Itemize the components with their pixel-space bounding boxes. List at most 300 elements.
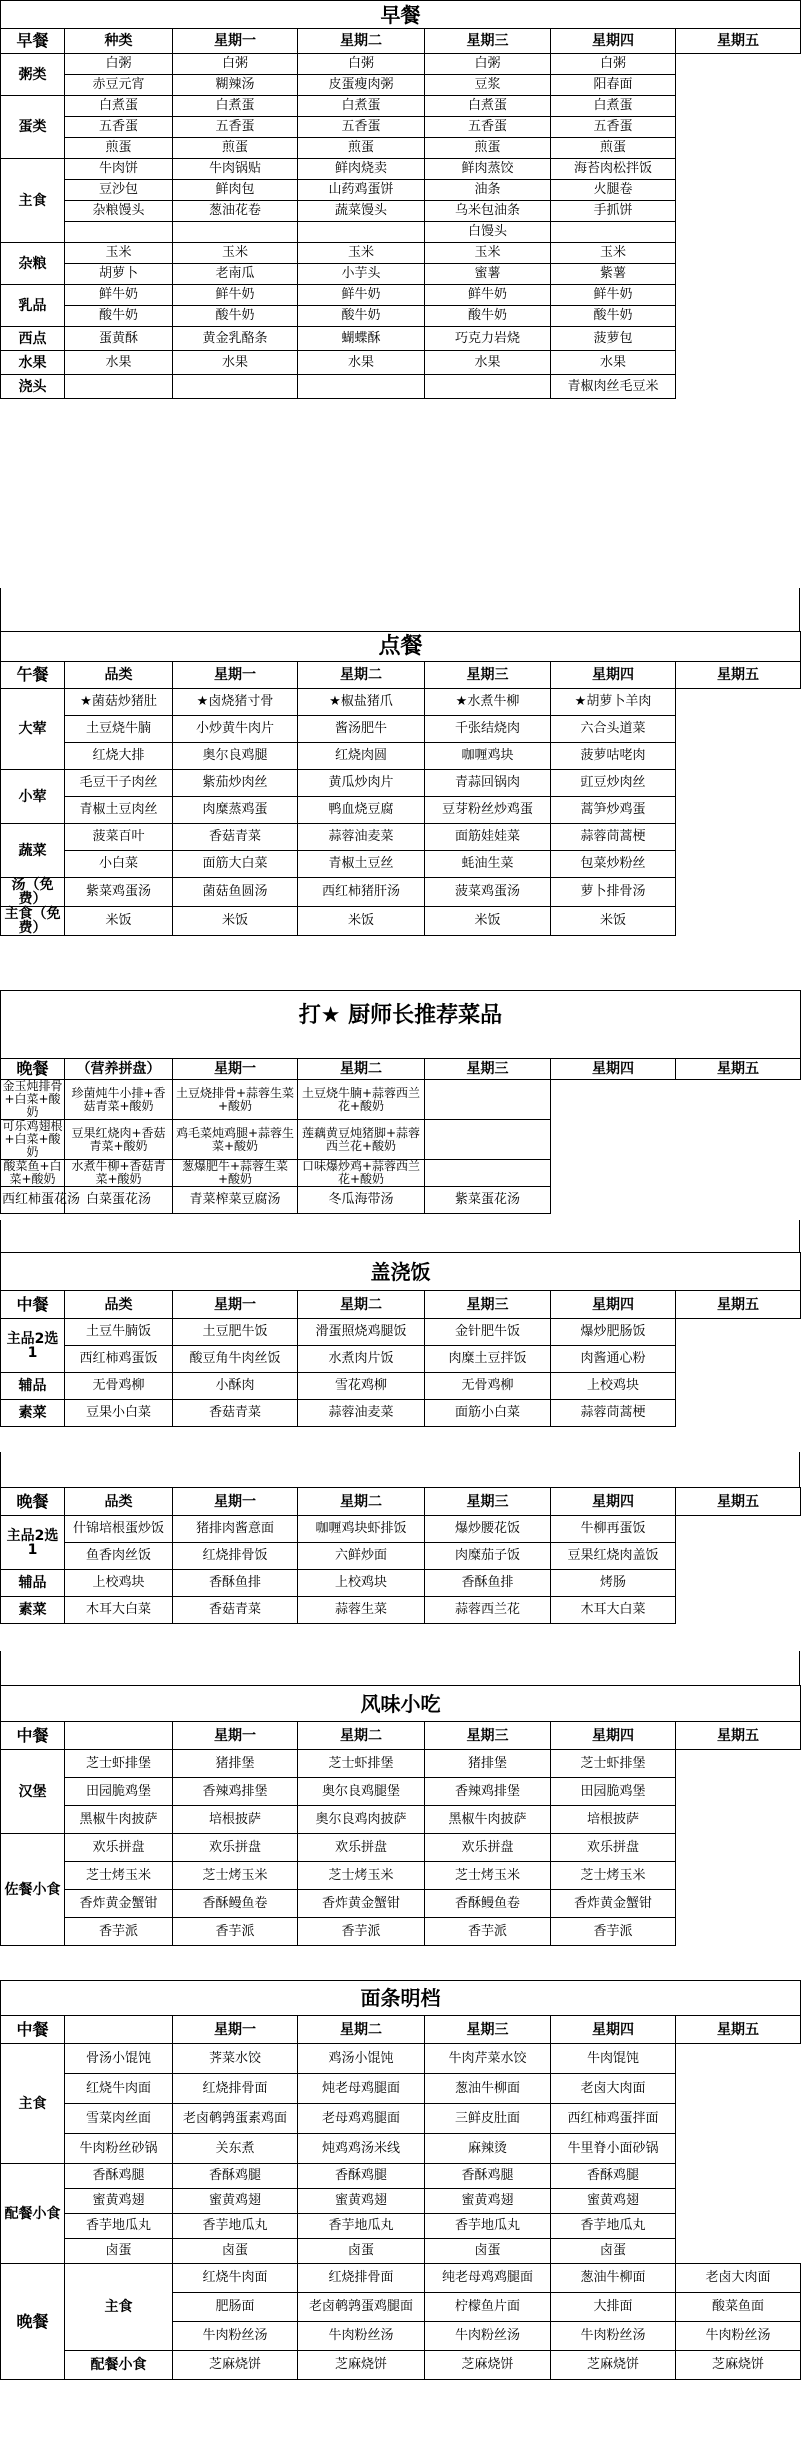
menu-item: 鲜牛奶 xyxy=(298,285,425,306)
menu-item: 五香蛋 xyxy=(425,117,551,138)
menu-item: 香芋派 xyxy=(425,1918,551,1946)
menu-item: 蔬菜馒头 xyxy=(298,201,425,222)
menu-item: 阳春面 xyxy=(551,75,676,96)
category-label: 主食 xyxy=(65,2264,173,2351)
type-header xyxy=(65,1722,173,1750)
menu-item: 煎蛋 xyxy=(551,138,676,159)
menu-item: 煎蛋 xyxy=(425,138,551,159)
menu-item: 鲜牛奶 xyxy=(425,285,551,306)
menu-item: 米饭 xyxy=(298,907,425,936)
menu-item: 香酥鳗鱼卷 xyxy=(173,1890,298,1918)
table-row xyxy=(1,1516,801,1543)
menu-item: 水果 xyxy=(425,351,551,375)
menu-item: 香炸黄金蟹钳 xyxy=(65,1890,173,1918)
menu-item: 白粥 xyxy=(65,54,173,75)
menu-item: 米饭 xyxy=(65,907,173,936)
menu-item: 牛里脊小面砂锅 xyxy=(551,2134,676,2164)
menu-item: 米饭 xyxy=(551,907,676,936)
table-row xyxy=(1,770,801,797)
menu-item: 莲藕黄豆炖猪脚+蒜蓉西兰花+酸奶 xyxy=(298,1120,425,1160)
menu-item: 糊辣汤 xyxy=(173,75,298,96)
breakfast-meal-label: 早餐 xyxy=(1,29,65,54)
menu-item: 面筋小白菜 xyxy=(425,1400,551,1427)
menu-item: 毛豆干子肉丝 xyxy=(65,770,173,797)
table-row xyxy=(1,117,801,138)
day-header: 星期二 xyxy=(298,1291,425,1319)
menu-item: 金玉炖排骨+白菜+酸奶 xyxy=(2,1079,63,1119)
table-row xyxy=(1,285,801,306)
menu-item: 红烧肉圆 xyxy=(298,743,425,770)
menu-item: 香酥鸡腿 xyxy=(298,2164,425,2189)
menu-item: 蒜蓉西兰花 xyxy=(425,1597,551,1624)
menu-item: 玉米 xyxy=(551,243,676,264)
menu-item: 荠菜水饺 xyxy=(173,2044,298,2074)
menu-item xyxy=(65,375,173,399)
gaifan-dinner-rows xyxy=(1,1516,801,1624)
menu-item: 香炸黄金蟹钳 xyxy=(298,1890,425,1918)
category-label: 西点 xyxy=(1,327,65,351)
menu-item: 海苔肉松拌饭 xyxy=(551,159,676,180)
snack-title: 风味小吃 xyxy=(1,1686,801,1722)
menu-item: 红烧牛肉面 xyxy=(173,2264,298,2293)
table-row xyxy=(1,1570,801,1597)
menu-item: 山药鸡蛋饼 xyxy=(298,180,425,201)
menu-item: 牛肉饼 xyxy=(65,159,173,180)
menu-item: 骨汤小馄饨 xyxy=(65,2044,173,2074)
menu-item: 白馒头 xyxy=(425,222,551,243)
menu-item: 豇豆炒肉丝 xyxy=(551,770,676,797)
menu-item: 芝士烤玉米 xyxy=(65,1862,173,1890)
menu-item: 包菜炒粉丝 xyxy=(551,851,676,878)
menu-item: 珍菌炖牛小排+香菇青菜+酸奶 xyxy=(65,1080,173,1120)
noodle-table xyxy=(0,1980,801,2380)
table-row xyxy=(1,2351,801,2380)
menu-item: 冬瓜海带汤 xyxy=(298,1187,425,1214)
menu-item: 香辣鸡排堡 xyxy=(425,1778,551,1806)
gaifan-lunch-section xyxy=(0,1252,800,1427)
menu-item: 菌菇鱼圆汤 xyxy=(173,878,298,907)
menu-item: 酸牛奶 xyxy=(551,306,676,327)
table-row xyxy=(1,1120,801,1160)
menu-item: ★菌菇炒猪肚 xyxy=(65,689,173,716)
menu-item: 酸菜鱼面 xyxy=(676,2293,801,2322)
day-header: 星期二 xyxy=(298,1059,425,1080)
menu-item: 牛柳再蛋饭 xyxy=(551,1516,676,1543)
menu-item: 无骨鸡柳 xyxy=(65,1373,173,1400)
menu-item: 牛肉芹菜水饺 xyxy=(425,2044,551,2074)
menu-item: 田园脆鸡堡 xyxy=(551,1778,676,1806)
table-row xyxy=(1,1080,801,1120)
day-header: 星期五 xyxy=(676,1059,801,1080)
menu-item: 麻辣烫 xyxy=(425,2134,551,2164)
spacer-row xyxy=(1,1041,801,1059)
menu-item: 大排面 xyxy=(551,2293,676,2322)
menu-item: 香酥鳗鱼卷 xyxy=(425,1890,551,1918)
menu-item: 煎蛋 xyxy=(298,138,425,159)
menu-item: 芝士虾排堡 xyxy=(298,1750,425,1778)
gaifan-lunch-meal-label: 中餐 xyxy=(1,1291,65,1319)
category-label: 主食 xyxy=(1,159,65,243)
day-header: 星期四 xyxy=(551,1722,676,1750)
menu-item: 芝士烤玉米 xyxy=(425,1862,551,1890)
menu-item: 香芋派 xyxy=(551,1918,676,1946)
table-row xyxy=(1,1750,801,1778)
table-row xyxy=(1,1918,801,1946)
chef-category: （营养拼盘） xyxy=(65,1059,173,1080)
menu-item: 黑椒牛肉披萨 xyxy=(425,1806,551,1834)
lunch-meal-label: 午餐 xyxy=(1,662,65,689)
menu-item xyxy=(425,1160,551,1187)
menu-item: 肉糜蒸鸡蛋 xyxy=(173,797,298,824)
table-row xyxy=(1,824,801,851)
menu-item: 猪排堡 xyxy=(425,1750,551,1778)
menu-item: 白粥 xyxy=(298,54,425,75)
menu-item: 水果 xyxy=(298,351,425,375)
menu-item: 芝麻烧饼 xyxy=(551,2351,676,2380)
menu-item: 鸡毛菜炖鸡腿+蒜蓉生菜+酸奶 xyxy=(173,1120,298,1160)
table-row xyxy=(1,1597,801,1624)
menu-item: 五香蛋 xyxy=(173,117,298,138)
day-header: 星期二 xyxy=(298,1488,425,1516)
menu-item: 豆芽粉丝炒鸡蛋 xyxy=(425,797,551,824)
menu-item: 肉酱通心粉 xyxy=(551,1346,676,1373)
menu-item: 土豆牛腩饭 xyxy=(65,1319,173,1346)
chef-section xyxy=(0,990,800,1214)
menu-item: 爆炒腰花饭 xyxy=(425,1516,551,1543)
menu-item: 水煮肉片饭 xyxy=(298,1346,425,1373)
table-row xyxy=(1,1373,801,1400)
table-row xyxy=(1,2164,801,2189)
day-header: 星期三 xyxy=(425,1722,551,1750)
menu-item: 乌米包油条 xyxy=(425,201,551,222)
category-label: 杂粮 xyxy=(1,243,65,285)
menu-item: 水煮牛柳+香菇青菜+酸奶 xyxy=(65,1160,173,1187)
day-header: 星期二 xyxy=(298,1722,425,1750)
menu-item: 水果 xyxy=(65,351,173,375)
menu-item: 肉糜茄子饭 xyxy=(425,1543,551,1570)
day-header: 星期四 xyxy=(551,1488,676,1516)
menu-item: 金针肥牛饭 xyxy=(425,1319,551,1346)
table-row xyxy=(1,1862,801,1890)
menu-item: 蜜黄鸡翅 xyxy=(65,2189,173,2214)
category-label: 乳品 xyxy=(1,285,65,327)
menu-item: 奥尔良鸡腿堡 xyxy=(298,1778,425,1806)
menu-item: 卤蛋 xyxy=(173,2239,298,2264)
menu-item: 土豆烧牛腩+蒜蓉西兰花+酸奶 xyxy=(298,1080,425,1120)
day-header: 星期三 xyxy=(425,2016,551,2044)
menu-item: 柠檬鱼片面 xyxy=(425,2293,551,2322)
type-header: 种类 xyxy=(65,29,173,54)
menu-item: 牛肉锅贴 xyxy=(173,159,298,180)
menu-item: 白粥 xyxy=(173,54,298,75)
menu-item: 上校鸡块 xyxy=(298,1570,425,1597)
menu-item xyxy=(298,375,425,399)
table-row xyxy=(1,1834,801,1862)
menu-item: 香酥鸡腿 xyxy=(425,2164,551,2189)
menu-item: 六合头道菜 xyxy=(551,716,676,743)
day-header: 星期三 xyxy=(425,1059,551,1080)
breakfast-table xyxy=(0,0,801,399)
gaifan-dinner-section xyxy=(0,1487,800,1624)
menu-item: 鲜肉蒸饺 xyxy=(425,159,551,180)
menu-item xyxy=(425,1120,551,1160)
table-row xyxy=(1,1187,801,1214)
menu-item: 玉米 xyxy=(425,243,551,264)
menu-item: 煎蛋 xyxy=(65,138,173,159)
table-row xyxy=(1,2134,801,2164)
menu-item: 蜜黄鸡翅 xyxy=(298,2189,425,2214)
menu-item: 关东煮 xyxy=(173,2134,298,2164)
table-row xyxy=(1,689,801,716)
table-row xyxy=(1,2074,801,2104)
order-section xyxy=(0,631,800,936)
menu-item: 老卤鹌鹑蛋素鸡面 xyxy=(173,2104,298,2134)
snack-table xyxy=(0,1685,801,1946)
category-label: 汉堡 xyxy=(1,1750,65,1834)
chef-rows xyxy=(1,1080,801,1214)
menu-item: 面筋娃娃菜 xyxy=(425,824,551,851)
menu-item: 紫菜鸡蛋汤 xyxy=(65,878,173,907)
menu-item: 老南瓜 xyxy=(173,264,298,285)
menu-item: 芝麻烧饼 xyxy=(425,2351,551,2380)
category-label: 水果 xyxy=(1,351,65,375)
day-header: 星期三 xyxy=(425,1291,551,1319)
day-header: 星期四 xyxy=(551,1059,676,1080)
snack-section xyxy=(0,1685,800,1946)
menu-item: 蒜蓉油麦菜 xyxy=(298,824,425,851)
menu-item: 香芋地瓜丸 xyxy=(551,2214,676,2239)
table-row xyxy=(1,351,801,375)
menu-item: 雪菜肉丝面 xyxy=(65,2104,173,2134)
menu-item: 酸豆角牛肉丝饭 xyxy=(173,1346,298,1373)
menu-item: 鲜牛奶 xyxy=(551,285,676,306)
menu-item: 香芋派 xyxy=(298,1918,425,1946)
type-header xyxy=(65,2016,173,2044)
menu-item: 豆浆 xyxy=(425,75,551,96)
menu-item: 豆果红烧肉盖饭 xyxy=(551,1543,676,1570)
menu-item: 米饭 xyxy=(173,907,298,936)
menu-item xyxy=(425,375,551,399)
breakfast-section xyxy=(0,0,800,399)
table-row xyxy=(1,264,801,285)
type-header: 品类 xyxy=(65,1488,173,1516)
menu-item: 培根披萨 xyxy=(173,1806,298,1834)
menu-item: 白粥 xyxy=(551,54,676,75)
menu-item: 黄金乳酪条 xyxy=(173,327,298,351)
menu-item: 香酥鱼排 xyxy=(173,1570,298,1597)
menu-item: 葱油花卷 xyxy=(173,201,298,222)
day-header: 星期二 xyxy=(298,2016,425,2044)
menu-item: 西红柿猪肝汤 xyxy=(298,878,425,907)
menu-item: 紫菜蛋花汤 xyxy=(425,1187,551,1214)
table-row xyxy=(1,797,801,824)
menu-item: 菠萝包 xyxy=(551,327,676,351)
menu-item: 田园脆鸡堡 xyxy=(65,1778,173,1806)
table-row xyxy=(1,716,801,743)
category-label: 粥类 xyxy=(1,54,65,96)
table-row xyxy=(1,243,801,264)
category-label: 素菜 xyxy=(1,1400,65,1427)
table-row xyxy=(1,2044,801,2074)
menu-item: 香芋地瓜丸 xyxy=(425,2214,551,2239)
menu-item: 香菇青菜 xyxy=(173,1400,298,1427)
menu-item: 紫茄炒肉丝 xyxy=(173,770,298,797)
menu-item: 雪花鸡柳 xyxy=(298,1373,425,1400)
menu-item xyxy=(425,1080,551,1120)
menu-item: 葱爆肥牛+蒜蓉生菜+酸奶 xyxy=(173,1160,298,1187)
table-row xyxy=(1,851,801,878)
section-gap xyxy=(0,1651,800,1685)
menu-item: 白煮蛋 xyxy=(551,96,676,117)
menu-item: 菠萝咕咾肉 xyxy=(551,743,676,770)
order-title: 点餐 xyxy=(1,632,801,662)
menu-item: 蒜蓉茼蒿梗 xyxy=(551,824,676,851)
menu-item: ★水煮牛柳 xyxy=(425,689,551,716)
menu-item: 纯老母鸡鸡腿面 xyxy=(425,2264,551,2293)
menu-item: 欢乐拼盘 xyxy=(65,1834,173,1862)
table-row xyxy=(1,1160,801,1187)
menu-item: 白煮蛋 xyxy=(425,96,551,117)
gaifan-lunch-table xyxy=(0,1252,801,1427)
menu-item: 芝士烤玉米 xyxy=(551,1862,676,1890)
menu-item: ★椒盐猪爪 xyxy=(298,689,425,716)
menu-item: 白菜蛋花汤 xyxy=(65,1187,173,1214)
table-row xyxy=(1,306,801,327)
menu-item: 香芋地瓜丸 xyxy=(298,2214,425,2239)
table-row xyxy=(1,1778,801,1806)
menu-item: 卤蛋 xyxy=(298,2239,425,2264)
menu-item: 香辣鸡排堡 xyxy=(173,1778,298,1806)
menu-item: 五香蛋 xyxy=(298,117,425,138)
category-label: 主食 xyxy=(1,2044,65,2164)
menu-item: 老卤大肉面 xyxy=(676,2264,801,2293)
menu-item: 紫薯 xyxy=(551,264,676,285)
menu-item: 手抓饼 xyxy=(551,201,676,222)
menu-item: 酸菜鱼+白菜+酸奶 xyxy=(1,1160,65,1187)
category-label: 浇头 xyxy=(1,375,65,399)
menu-item: 五香蛋 xyxy=(551,117,676,138)
menu-item: 白煮蛋 xyxy=(65,96,173,117)
menu-item: 玉米 xyxy=(65,243,173,264)
menu-item: 牛肉馄饨 xyxy=(551,2044,676,2074)
menu-item: 香菇青菜 xyxy=(173,1597,298,1624)
menu-item: 白煮蛋 xyxy=(173,96,298,117)
menu-item: 上校鸡块 xyxy=(551,1373,676,1400)
table-row xyxy=(1,327,801,351)
menu-item: 酸牛奶 xyxy=(425,306,551,327)
menu-item: 青椒土豆肉丝 xyxy=(65,797,173,824)
menu-item xyxy=(298,222,425,243)
day-header: 星期五 xyxy=(676,1488,801,1516)
category-label: 大荤 xyxy=(1,689,65,770)
menu-item: 鲜牛奶 xyxy=(173,285,298,306)
menu-item: 蜜黄鸡翅 xyxy=(551,2189,676,2214)
menu-item: 青菜榨菜豆腐汤 xyxy=(173,1187,298,1214)
menu-item: 芝麻烧饼 xyxy=(173,2351,298,2380)
menu-item: 什锦培根蛋炒饭 xyxy=(65,1516,173,1543)
menu-item: 爆炒肥肠饭 xyxy=(551,1319,676,1346)
menu-item: 杂粮馒头 xyxy=(65,201,173,222)
category-label: 配餐小食 xyxy=(65,2351,173,2380)
day-header: 星期四 xyxy=(551,1291,676,1319)
menu-item: 酸牛奶 xyxy=(65,306,173,327)
day-header: 星期四 xyxy=(551,662,676,689)
menu-item: 牛肉粉丝汤 xyxy=(298,2322,425,2351)
day-header: 星期一 xyxy=(173,1488,298,1516)
menu-item: 小酥肉 xyxy=(173,1373,298,1400)
menu-item: 卤蛋 xyxy=(551,2239,676,2264)
menu-item: 蒿笋炒鸡蛋 xyxy=(551,797,676,824)
menu-item: 卤蛋 xyxy=(65,2239,173,2264)
table-row xyxy=(1,138,801,159)
table-row xyxy=(1,159,801,180)
snack-rows xyxy=(1,1750,801,1946)
menu-item: 红烧牛肉面 xyxy=(65,2074,173,2104)
category-label: 汤（免费） xyxy=(1,878,65,907)
menu-item: 猪排堡 xyxy=(173,1750,298,1778)
day-header: 星期五 xyxy=(676,1291,801,1319)
menu-item: 芝麻烧饼 xyxy=(676,2351,801,2380)
menu-item: 玉米 xyxy=(298,243,425,264)
day-header: 星期一 xyxy=(173,29,298,54)
menu-item: ★胡萝卜羊肉 xyxy=(551,689,676,716)
menu-item: 香芋地瓜丸 xyxy=(65,2214,173,2239)
order-rows xyxy=(1,689,801,936)
menu-item: 鲜肉包 xyxy=(173,180,298,201)
menu-item: 欢乐拼盘 xyxy=(425,1834,551,1862)
table-row xyxy=(1,1400,801,1427)
menu-item: 奥尔良鸡腿 xyxy=(173,743,298,770)
menu-item: 肉糜土豆拌饭 xyxy=(425,1346,551,1373)
menu-item: 青椒土豆丝 xyxy=(298,851,425,878)
menu-item: 煎蛋 xyxy=(173,138,298,159)
menu-item: 香芋派 xyxy=(173,1918,298,1946)
menu-item: 青椒肉丝毛豆米 xyxy=(551,375,676,399)
day-header: 星期一 xyxy=(173,662,298,689)
menu-item: 酸牛奶 xyxy=(298,306,425,327)
category-label: 配餐小食 xyxy=(1,2164,65,2264)
menu-item: 口味爆炒鸡+蒜蓉西兰花+酸奶 xyxy=(298,1160,425,1187)
gaifan-dinner-meal-label: 晚餐 xyxy=(1,1488,65,1516)
menu-item: 小芋头 xyxy=(298,264,425,285)
menu-item xyxy=(551,222,676,243)
menu-item: 菠菜百叶 xyxy=(65,824,173,851)
menu-item: 葱油牛柳面 xyxy=(425,2074,551,2104)
breakfast-rows xyxy=(1,54,801,399)
menu-item: 芝士虾排堡 xyxy=(551,1750,676,1778)
menu-item: 芝麻烧饼 xyxy=(298,2351,425,2380)
chef-meal-label: 晚餐 xyxy=(1,1059,65,1080)
day-header: 星期三 xyxy=(425,1488,551,1516)
table-row xyxy=(1,1319,801,1346)
section-gap xyxy=(0,1452,800,1487)
menu-item: 水果 xyxy=(173,351,298,375)
menu-item: 面筋大白菜 xyxy=(173,851,298,878)
menu-item: 咖喱鸡块 xyxy=(425,743,551,770)
menu-item: 鸡汤小馄饨 xyxy=(298,2044,425,2074)
menu-item: 红烧排骨饭 xyxy=(173,1543,298,1570)
menu-item: 炖鸡鸡汤米线 xyxy=(298,2134,425,2164)
menu-item: 蜜薯 xyxy=(425,264,551,285)
menu-item: 芝士烤玉米 xyxy=(173,1862,298,1890)
menu-item: 酸牛奶 xyxy=(173,306,298,327)
menu-item: 无骨鸡柳 xyxy=(425,1373,551,1400)
table-row xyxy=(1,180,801,201)
table-row xyxy=(1,1806,801,1834)
menu-item: 三鲜皮肚面 xyxy=(425,2104,551,2134)
menu-item: 香芋派 xyxy=(65,1918,173,1946)
noodle-dinner-meal-label: 晚餐 xyxy=(1,2264,65,2380)
